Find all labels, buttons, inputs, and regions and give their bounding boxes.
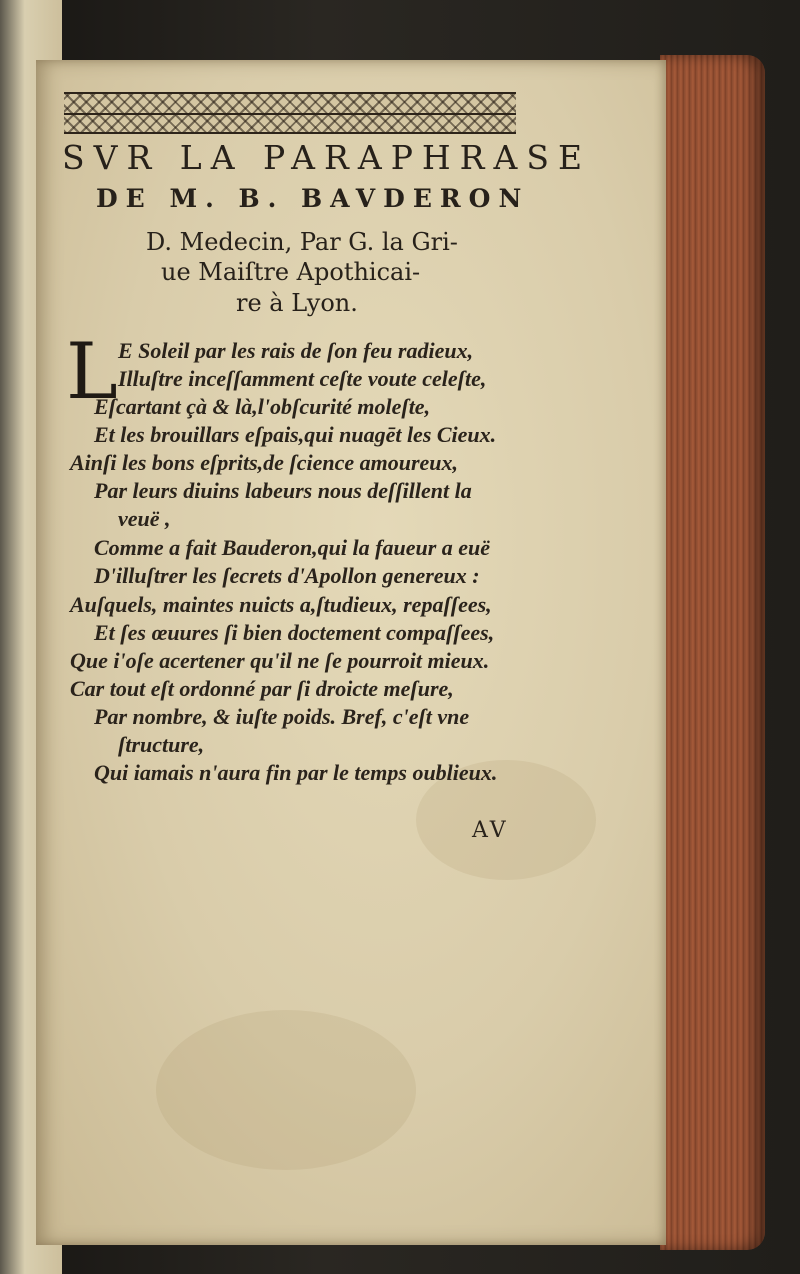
verse-line: Que i'oſe acertener qu'il ne ſe pourroit mieux. [70, 648, 490, 673]
verse-line: Qui iamais n'aura fin par le temps oublieux. [94, 760, 498, 785]
drop-cap-initial: L [66, 327, 118, 417]
verse-line: Et les brouillars eſpais,qui nuagēt les Cieux. [94, 422, 497, 447]
verse-line: Ainſi les bons eſprits,de ſcience amoureux, [70, 450, 459, 475]
verse-line: Par nombre, & iuſte poids. Bref, c'eſt vne [94, 704, 470, 729]
decorative-header-band [64, 92, 516, 134]
verse-line: Et ſes œuures ſi bien doctement compaſſees, [94, 620, 495, 645]
verse-line: Par leurs diuins labeurs nous deſſillent la [94, 478, 472, 503]
verse-line: veuë , [118, 506, 171, 531]
book-fore-edge [660, 55, 765, 1250]
verse-line: D'illuſtrer les ſecrets d'Apollon genereux : [94, 563, 480, 588]
verse-line: Car tout eſt ordonné par ſi droicte meſure, [70, 676, 454, 701]
subtitle-line-1: D. Medecin, Par G. la Gri- [146, 228, 458, 256]
verse-line: Illuſtre inceſſamment ceſte voute celeſte, [118, 366, 487, 391]
verse-line: Auſquels, maintes nuicts a,ſtudieux, repaſſees, [70, 592, 492, 617]
subtitle-line-3: re à Lyon. [236, 289, 358, 317]
catchword: AV [472, 818, 509, 843]
verse-line: Eſcartant çà & là,l'obſcurité moleſte, [94, 394, 431, 419]
heading-line-2: DE M. B. BAVDERON [96, 184, 530, 213]
verse-line: Comme a fait Bauderon,qui la faueur a euë [94, 535, 491, 560]
subtitle-line-2: ue Maiſtre Apothicai- [161, 258, 421, 286]
verse-line: ſtructure, [118, 732, 205, 757]
heading-line-1: SVR LA PARAPHRASE [62, 138, 592, 177]
verse-line: E Soleil par les rais de ſon feu radieux, [118, 338, 474, 363]
paper-stain [156, 1010, 416, 1170]
